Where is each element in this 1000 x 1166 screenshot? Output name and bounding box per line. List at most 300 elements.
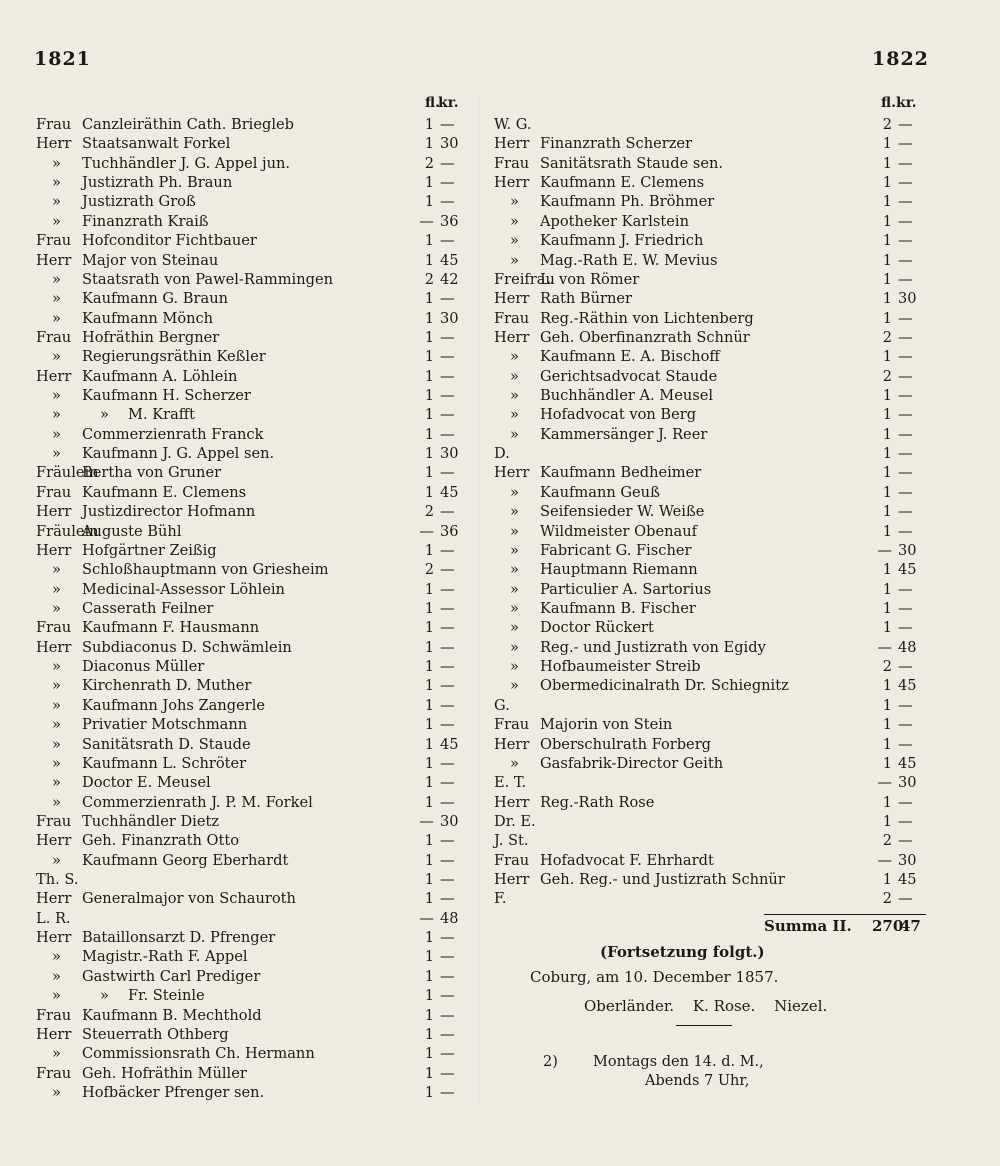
amount-gulden: 1 xyxy=(882,716,892,734)
salutation: Herr xyxy=(36,1025,72,1043)
subscriber-entry xyxy=(494,231,703,250)
salutation: Herr xyxy=(494,464,530,482)
salutation: » xyxy=(510,580,519,598)
subscriber-name: Justizrath Groß xyxy=(82,193,196,211)
subscriber-name: Subdiaconus D. Schwämlein xyxy=(82,638,292,656)
subscriber-name: Fabricant G. Fischer xyxy=(540,541,692,559)
salutation: Herr xyxy=(494,871,530,889)
subscriber-entry xyxy=(36,831,239,850)
subscriber-row xyxy=(36,154,466,173)
salutation: » xyxy=(510,406,519,424)
subscriber-row xyxy=(494,676,924,695)
salutation: » xyxy=(510,638,519,656)
salutation: Frau xyxy=(36,483,72,501)
subscriber-row xyxy=(36,328,466,347)
amount-kreuzer: — xyxy=(898,483,913,501)
subscriber-row xyxy=(36,115,466,134)
subscriber-row xyxy=(36,735,466,754)
amount-gulden: 1 xyxy=(424,445,434,463)
signatories xyxy=(584,997,841,1015)
amount-gulden: 1 xyxy=(882,174,892,192)
subscriber-entry xyxy=(36,735,251,754)
amount-gulden: 1 xyxy=(424,290,434,308)
amount-kreuzer: — xyxy=(898,367,913,385)
gulden-header: fl. xyxy=(880,95,896,111)
subscriber-entry xyxy=(494,270,639,289)
salutation: Frau xyxy=(36,1006,72,1024)
subscriber-entry xyxy=(36,928,275,947)
amount-kreuzer: — xyxy=(898,348,913,366)
subscriber-row xyxy=(36,773,466,792)
subscriber-entry xyxy=(494,715,672,734)
salutation: » xyxy=(52,309,61,327)
subscriber-row xyxy=(36,928,466,947)
subscriber-row xyxy=(36,676,466,695)
salutation: Herr xyxy=(36,251,72,269)
subscriber-row xyxy=(36,425,466,444)
subscriber-entry xyxy=(494,328,750,347)
amount-gulden: 1 xyxy=(424,1045,434,1063)
subscriber-entry xyxy=(36,909,71,928)
amount-gulden: 1 xyxy=(882,522,892,540)
amount-gulden: 1 xyxy=(882,561,892,579)
signer-2: K. Rose. xyxy=(692,997,756,1015)
amount-kreuzer: — xyxy=(440,503,455,521)
amount-kreuzer: 30 xyxy=(898,541,917,559)
amount-kreuzer: — xyxy=(440,599,455,617)
amount-gulden: 1 xyxy=(882,154,892,172)
subscriber-row xyxy=(494,347,924,366)
subscriber-name: Hofconditor Fichtbauer xyxy=(82,232,257,250)
amount-gulden: 2 xyxy=(882,367,892,385)
amount-kreuzer: 48 xyxy=(440,909,459,927)
subscriber-entry xyxy=(36,115,294,134)
salutation: » xyxy=(510,541,519,559)
salutation: Herr xyxy=(36,638,72,656)
amount-kreuzer: — xyxy=(440,1045,455,1063)
amount-gulden: 1 xyxy=(882,290,892,308)
salutation: » xyxy=(510,658,519,676)
salutation: Th. S. xyxy=(36,871,79,889)
amount-kreuzer: — xyxy=(898,696,913,714)
column-header xyxy=(36,95,466,115)
amount-kreuzer: — xyxy=(440,619,455,637)
salutation: Herr xyxy=(494,290,530,308)
subscriber-entry xyxy=(36,502,255,521)
salutation: Herr xyxy=(36,929,72,947)
subscriber-entry xyxy=(494,386,713,405)
amount-kreuzer: — xyxy=(440,174,455,192)
subscriber-row xyxy=(36,289,466,308)
subscriber-entry xyxy=(36,541,217,560)
salutation: » xyxy=(510,348,519,366)
subscriber-row xyxy=(36,889,466,908)
subscriber-row xyxy=(494,638,924,657)
amount-gulden: 1 xyxy=(424,987,434,1005)
salutation: Herr xyxy=(494,135,530,153)
amount-gulden: 1 xyxy=(882,425,892,443)
ditto-mark: » xyxy=(100,406,109,424)
salutation: Herr xyxy=(36,503,72,521)
subscriber-entry xyxy=(494,676,789,695)
salutation: » xyxy=(52,290,61,308)
amount-kreuzer: — xyxy=(440,541,455,559)
amount-gulden: 1 xyxy=(424,929,434,947)
subscriber-entry xyxy=(36,483,246,502)
subscriber-row xyxy=(36,1064,466,1083)
amount-gulden: 1 xyxy=(424,890,434,908)
amount-gulden: 1 xyxy=(424,1083,434,1101)
subscriber-entry xyxy=(36,580,285,599)
subscriber-entry xyxy=(494,580,711,599)
amount-kreuzer: — xyxy=(440,425,455,443)
subscriber-row xyxy=(36,502,466,521)
salutation: E. T. xyxy=(494,774,527,792)
amount-kreuzer: — xyxy=(440,871,455,889)
amount-kreuzer: — xyxy=(440,367,455,385)
subscriber-entry xyxy=(494,773,526,792)
subscriber-row xyxy=(494,580,924,599)
subscriber-row xyxy=(494,425,924,444)
subscriber-entry xyxy=(36,270,333,289)
amount-gulden: — xyxy=(419,812,434,830)
subscriber-name: Tuchhändler Dietz xyxy=(82,812,220,830)
amount-kreuzer: — xyxy=(440,658,455,676)
salutation: » xyxy=(510,677,519,695)
amount-kreuzer: 45 xyxy=(898,871,917,889)
amount-kreuzer: — xyxy=(440,464,455,482)
subscriber-row xyxy=(494,134,924,153)
summa-label: Summa II. xyxy=(764,917,852,935)
amount-gulden: 1 xyxy=(424,832,434,850)
amount-kreuzer: — xyxy=(898,890,913,908)
subscriber-name: Kaufmann Geuß xyxy=(540,483,660,501)
amount-kreuzer: — xyxy=(440,677,455,695)
column-header xyxy=(494,95,924,115)
amount-kreuzer: 30 xyxy=(898,774,917,792)
subscriber-entry xyxy=(494,173,704,192)
amount-gulden: 2 xyxy=(882,832,892,850)
amount-kreuzer: — xyxy=(440,716,455,734)
salutation: » xyxy=(510,503,519,521)
amount-kreuzer: — xyxy=(440,929,455,947)
salutation: » xyxy=(52,987,61,1005)
subscriber-row xyxy=(36,386,466,405)
subscriber-name: Hofbäcker Pfrenger sen. xyxy=(82,1083,265,1101)
salutation: » xyxy=(510,425,519,443)
subscriber-row xyxy=(494,173,924,192)
amount-gulden: 2 xyxy=(424,561,434,579)
subscriber-row xyxy=(36,212,466,231)
subscriber-entry xyxy=(494,754,723,773)
salutation: L. R. xyxy=(36,909,71,927)
amount-kreuzer: — xyxy=(440,967,455,985)
subscriber-name: Kammersänger J. Reer xyxy=(540,425,708,443)
subscriber-row xyxy=(36,754,466,773)
subscriber-name: Magistr.-Rath F. Appel xyxy=(82,948,248,966)
amount-kreuzer: — xyxy=(440,754,455,772)
amount-kreuzer: — xyxy=(440,116,455,133)
section-divider xyxy=(676,1025,732,1026)
subscriber-entry xyxy=(494,831,529,850)
subscriber-row xyxy=(36,173,466,192)
subscriber-entry xyxy=(494,793,654,812)
subscriber-name: Geh. Finanzrath Otto xyxy=(82,832,240,850)
subscriber-entry xyxy=(36,289,228,308)
salutation: » xyxy=(52,193,61,211)
amount-gulden: 1 xyxy=(882,135,892,153)
amount-kreuzer: — xyxy=(440,348,455,366)
subscriber-name: Kirchenrath D. Muther xyxy=(82,677,252,695)
subscriber-row xyxy=(36,638,466,657)
amount-gulden: 1 xyxy=(424,735,434,753)
amount-gulden: 1 xyxy=(424,367,434,385)
subscriber-name: Bataillonsarzt D. Pfrenger xyxy=(82,929,276,947)
subscriber-entry xyxy=(36,676,251,695)
amount-gulden: 1 xyxy=(882,464,892,482)
amount-gulden: 1 xyxy=(882,619,892,637)
amount-kreuzer: — xyxy=(898,174,913,192)
subscriber-entry xyxy=(494,483,660,502)
amount-gulden: 1 xyxy=(424,851,434,869)
subscriber-name: Kaufmann Georg Eberhardt xyxy=(82,851,289,869)
subscriber-entry xyxy=(36,754,246,773)
salutation: » xyxy=(510,251,519,269)
amount-kreuzer: — xyxy=(898,619,913,637)
subscriber-name: Generalmajor von Schauroth xyxy=(82,890,296,908)
amount-gulden: 1 xyxy=(882,812,892,830)
salutation: » xyxy=(52,696,61,714)
subscriber-name: Canzleiräthin Cath. Briegleb xyxy=(82,116,294,133)
subscriber-entry xyxy=(36,1083,264,1102)
amount-kreuzer: 36 xyxy=(440,522,459,540)
subscriber-row xyxy=(36,947,466,966)
subscriber-entry xyxy=(494,657,701,676)
subscriber-row xyxy=(494,541,924,560)
subscriber-row xyxy=(494,270,924,289)
subscriber-entry xyxy=(494,347,720,366)
salutation: G. xyxy=(494,696,510,714)
amount-kreuzer: — xyxy=(898,406,913,424)
subscriber-list-right xyxy=(494,95,924,909)
subscriber-entry xyxy=(494,289,632,308)
amount-kreuzer: — xyxy=(898,503,913,521)
amount-gulden: 1 xyxy=(882,251,892,269)
subscriber-entry xyxy=(494,522,697,541)
amount-gulden: 1 xyxy=(424,387,434,405)
salutation: Frau xyxy=(36,328,72,346)
salutation: Frau xyxy=(36,812,72,830)
gulden-header: fl. xyxy=(424,95,440,111)
subscriber-entry xyxy=(36,309,213,328)
subscriber-name: L. von Römer xyxy=(540,270,640,288)
amount-kreuzer: 30 xyxy=(440,309,459,327)
subscriber-row xyxy=(36,1044,466,1063)
amount-gulden: 1 xyxy=(424,677,434,695)
subscriber-name: Mag.-Rath E. W. Mevius xyxy=(540,251,718,269)
subscriber-row xyxy=(494,618,924,637)
amount-gulden: 1 xyxy=(424,696,434,714)
subscriber-entry xyxy=(36,638,292,657)
subscriber-name: Hofadvocat F. Ehrhardt xyxy=(540,851,714,869)
subscriber-entry xyxy=(494,463,701,482)
salutation: Freifrau xyxy=(494,270,555,288)
subscriber-entry xyxy=(36,463,221,482)
amount-kreuzer: 45 xyxy=(440,735,459,753)
amount-kreuzer: — xyxy=(440,1025,455,1043)
amount-kreuzer: — xyxy=(898,328,913,346)
amount-gulden: — xyxy=(877,851,892,869)
amount-gulden: 1 xyxy=(882,445,892,463)
amount-gulden: 1 xyxy=(424,754,434,772)
amount-gulden: 1 xyxy=(424,425,434,443)
amount-kreuzer: — xyxy=(440,290,455,308)
subscriber-row xyxy=(36,134,466,153)
amount-gulden: — xyxy=(877,541,892,559)
subscriber-row xyxy=(494,309,924,328)
amount-gulden: 1 xyxy=(424,658,434,676)
amount-kreuzer: — xyxy=(440,948,455,966)
subscriber-entry xyxy=(494,638,766,657)
amount-kreuzer: — xyxy=(440,232,455,250)
subscriber-name: Steuerrath Othberg xyxy=(82,1025,229,1043)
amount-gulden: 1 xyxy=(424,716,434,734)
salutation: » xyxy=(52,677,61,695)
amount-gulden: 1 xyxy=(424,638,434,656)
amount-kreuzer: — xyxy=(898,522,913,540)
subscriber-name: Privatier Motschmann xyxy=(82,716,248,734)
subscriber-row xyxy=(494,560,924,579)
subscriber-row xyxy=(494,212,924,231)
amount-kreuzer: — xyxy=(440,987,455,1005)
subscriber-row xyxy=(36,192,466,211)
subscriber-name: Fr. Steinle xyxy=(128,987,205,1005)
amount-gulden: 1 xyxy=(424,541,434,559)
subscriber-entry xyxy=(36,173,232,192)
subscriber-entry xyxy=(36,1064,247,1083)
subscriber-row xyxy=(494,444,924,463)
salutation: » xyxy=(52,425,61,443)
page-number-right: 1822 xyxy=(872,48,929,70)
subscriber-name: Kaufmann E. Clemens xyxy=(82,483,247,501)
amount-kreuzer: — xyxy=(898,658,913,676)
notice-number: 2) xyxy=(543,1054,558,1070)
notice-line-1: Montags den 14. d. M., xyxy=(593,1054,764,1070)
amount-gulden: 2 xyxy=(424,503,434,521)
amount-kreuzer: — xyxy=(898,812,913,830)
salutation: Frau xyxy=(494,154,530,172)
subscriber-row xyxy=(494,831,924,850)
amount-gulden: 2 xyxy=(882,328,892,346)
salutation: » xyxy=(510,387,519,405)
amount-gulden: 1 xyxy=(882,793,892,811)
amount-gulden: 1 xyxy=(882,503,892,521)
subscriber-row xyxy=(494,812,924,831)
salutation: Frau xyxy=(36,232,72,250)
amount-kreuzer: 45 xyxy=(898,561,917,579)
subscriber-entry xyxy=(36,328,219,347)
subscriber-name: Justizdirector Hofmann xyxy=(82,503,256,521)
subscriber-entry xyxy=(494,870,785,889)
summa-kreuzer: 47 xyxy=(900,917,921,935)
subscriber-name: Kaufmann F. Hausmann xyxy=(82,619,260,637)
subscriber-entry xyxy=(494,405,696,424)
subscriber-name: Doctor Rückert xyxy=(540,619,654,637)
subscriber-row xyxy=(36,251,466,270)
subscriber-row xyxy=(36,1083,466,1102)
subscriber-row xyxy=(494,522,924,541)
subscriber-row xyxy=(36,231,466,250)
subscriber-entry xyxy=(36,812,219,831)
amount-kreuzer: — xyxy=(898,580,913,598)
salutation: » xyxy=(52,793,61,811)
signer-3: Niezel. xyxy=(774,997,828,1015)
salutation: Herr xyxy=(36,541,72,559)
kreuzer-header: kr. xyxy=(438,95,459,111)
salutation: Frau xyxy=(494,309,530,327)
subscriber-entry xyxy=(36,967,260,986)
subscriber-row xyxy=(494,773,924,792)
subscriber-entry xyxy=(494,889,507,908)
subscriber-row xyxy=(36,657,466,676)
salutation: F. xyxy=(494,890,507,908)
subscriber-row xyxy=(36,367,466,386)
salutation: » xyxy=(510,561,519,579)
ditto-mark: » xyxy=(100,987,109,1005)
amount-kreuzer: 36 xyxy=(440,212,459,230)
subscriber-name: Hauptmann Riemann xyxy=(540,561,698,579)
subscriber-entry xyxy=(36,212,209,231)
amount-gulden: 1 xyxy=(882,754,892,772)
subscriber-entry xyxy=(494,812,536,831)
subscriber-name: Kaufmann Mönch xyxy=(82,309,214,327)
subscriber-entry xyxy=(36,1006,262,1025)
amount-gulden: 1 xyxy=(424,406,434,424)
subscriber-name: Kaufmann A. Löhlein xyxy=(82,367,238,385)
salutation: » xyxy=(52,967,61,985)
amount-kreuzer: — xyxy=(440,387,455,405)
subscriber-name: Hofadvocat von Berg xyxy=(540,406,697,424)
subscriber-entry xyxy=(36,425,263,444)
subscriber-name: Reg.-Räthin von Lichtenberg xyxy=(540,309,754,327)
amount-kreuzer: 30 xyxy=(898,851,917,869)
amount-gulden: — xyxy=(419,212,434,230)
salutation: » xyxy=(52,754,61,772)
amount-kreuzer: 45 xyxy=(898,754,917,772)
amount-gulden: 1 xyxy=(424,580,434,598)
subscriber-name: Staatsanwalt Forkel xyxy=(82,135,231,153)
salutation: Herr xyxy=(36,890,72,908)
subscriber-entry xyxy=(36,1025,229,1044)
subscriber-row xyxy=(36,793,466,812)
subscriber-row xyxy=(36,347,466,366)
amount-kreuzer: — xyxy=(440,774,455,792)
amount-gulden: — xyxy=(877,638,892,656)
subscriber-entry xyxy=(36,347,266,366)
subscriber-row xyxy=(494,870,924,889)
subscriber-entry xyxy=(494,541,691,560)
subscriber-name: Oberschulrath Forberg xyxy=(540,735,712,753)
salutation: » xyxy=(52,445,61,463)
subscriber-entry xyxy=(36,134,230,153)
amount-gulden: 1 xyxy=(424,774,434,792)
subscriber-row xyxy=(494,502,924,521)
amount-gulden: — xyxy=(877,774,892,792)
subscriber-row xyxy=(494,793,924,812)
subscriber-row xyxy=(36,696,466,715)
subscriber-name: Finanzrath Scherzer xyxy=(540,135,693,153)
amount-gulden: 1 xyxy=(882,580,892,598)
